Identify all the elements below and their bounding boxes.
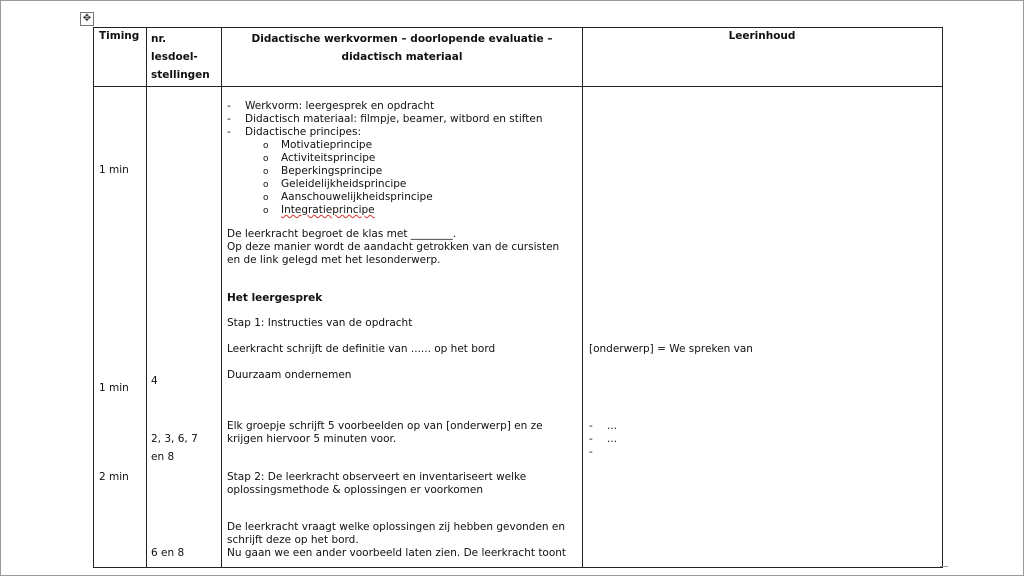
resize-handle[interactable] bbox=[940, 566, 948, 567]
spellcheck-word: Integratieprincipe bbox=[281, 204, 375, 216]
text-line: krijgen hiervoor 5 minuten voor. bbox=[227, 433, 397, 445]
text-line: schrijft deze op het bord. bbox=[227, 534, 359, 546]
list-item: - Didactisch materiaal: filmpje, beamer, witbord en stiften bbox=[227, 113, 543, 125]
text-line: Stap 2: De leerkracht observeert en inventariseert welke bbox=[227, 471, 527, 483]
goal-number: en 8 bbox=[151, 451, 175, 463]
principle-item: o Motivatieprincipe bbox=[263, 139, 373, 151]
column-divider bbox=[582, 28, 583, 567]
content-list bbox=[589, 420, 617, 459]
header-nr-line: stellingen bbox=[151, 69, 210, 81]
timing-value: 1 min bbox=[99, 164, 129, 176]
goal-number: 2, 3, 6, 7 bbox=[151, 433, 198, 445]
header-didactic-line: Didactische werkvormen – doorlopende evaluatie – bbox=[251, 33, 553, 45]
text-line: Nu gaan we een ander voorbeeld laten zien. De leerkracht toont bbox=[227, 547, 567, 559]
header-nr-line: nr. bbox=[151, 33, 167, 45]
group-task-text bbox=[227, 420, 543, 446]
list-item: - Werkvorm: leergesprek en opdracht bbox=[227, 100, 435, 112]
text-line: De leerkracht vraagt welke oplossingen zij hebben gevonden en bbox=[227, 521, 566, 533]
topic-text: Duurzaam ondernemen bbox=[227, 369, 352, 381]
text-line: en de link gelegd met het lesonderwerp. bbox=[227, 254, 441, 266]
column-divider bbox=[221, 28, 222, 567]
step-1-text: Stap 1: Instructies van de opdracht bbox=[227, 317, 413, 329]
list-item: - bbox=[589, 446, 593, 458]
header-nr-line: lesdoel- bbox=[151, 51, 198, 63]
principle-item: o Activiteitsprincipe bbox=[263, 152, 376, 164]
table-move-handle-icon[interactable]: ✥ bbox=[80, 12, 94, 26]
principle-item: o Aanschouwelijkheidsprincipe bbox=[263, 191, 433, 203]
timing-value: 1 min bbox=[99, 382, 129, 394]
list-item: - ... bbox=[589, 433, 618, 445]
text-line: De leerkracht begroet de klas met ________. bbox=[227, 228, 457, 240]
step-2-text bbox=[227, 471, 526, 497]
greeting-text bbox=[227, 228, 559, 267]
timing-value: 2 min bbox=[99, 471, 129, 483]
header-timing: Timing bbox=[99, 30, 140, 42]
header-content: Leerinhoud bbox=[728, 30, 796, 42]
goal-number: 6 en 8 bbox=[151, 547, 185, 559]
header-nr bbox=[151, 30, 210, 84]
text-line: Op deze manier wordt de aandacht getrokken van de cursisten bbox=[227, 241, 560, 253]
discussion-text bbox=[227, 521, 566, 560]
content-topic: [onderwerp] = We spreken van bbox=[589, 343, 753, 355]
list-item: - Didactische principes: bbox=[227, 126, 361, 138]
lesson-plan-table bbox=[93, 27, 943, 568]
list-item: - ... bbox=[589, 420, 618, 432]
principle-item: o Geleidelijkheidsprincipe bbox=[263, 178, 407, 190]
text-line: oplossingsmethode & oplossingen er voorkomen bbox=[227, 484, 483, 496]
didactic-list bbox=[227, 100, 543, 217]
principle-item: o Beperkingsprincipe bbox=[263, 165, 383, 177]
header-didactic-line: didactisch materiaal bbox=[341, 51, 463, 63]
text-line: Elk groepje schrijft 5 voorbeelden op van [onderwerp] en ze bbox=[227, 420, 543, 432]
definition-text: Leerkracht schrijft de definitie van ...... op het bord bbox=[227, 343, 496, 355]
principle-item: o Integratieprincipe bbox=[263, 204, 375, 216]
goal-number: 4 bbox=[151, 375, 158, 387]
header-didactic bbox=[222, 30, 582, 66]
column-divider bbox=[146, 28, 147, 567]
header-divider bbox=[94, 86, 942, 87]
section-title: Het leergesprek bbox=[227, 292, 323, 304]
